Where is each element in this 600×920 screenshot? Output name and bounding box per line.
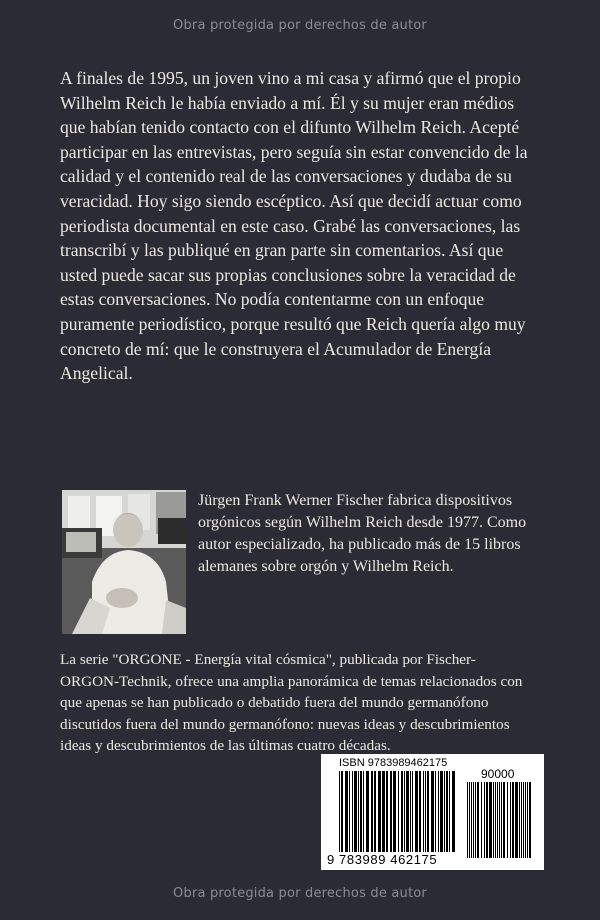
price-addon-number: 90000 — [481, 767, 515, 781]
series-description: La serie "ORGONE - Energía vital cósmica", publicada por Fischer-ORGON-Technik, ofrece una amplia panorámica de temas relacionados con que apenas se han publicado o debatido fuera del mundo germanófono discutidos fuera del mundo germanófono: nuevas ideas y descubrimientos ideas y descubrimientos de las últimas cuatro décadas. — [60, 651, 523, 754]
back-cover-blurb: A finales de 1995, un joven vino a mi casa y afirmó que el propio Wilhelm Reich le había enviado a mí. Él y su mujer eran médios que habían tenido contacto con el difunto Wilhelm Reich. Acepté participar en las entrevistas, pero seguía sin estar convencido de la calidad y el contenido real de las conversaciones y dudaba de su veracidad. Hoy sigo siendo escéptico. Así que decidí actuar como periodista documental en este caso. Grabé las conversaciones, las transcribí y las publiqué en gran parte sin comentarios. Así que usted puede sacar sus propias conclusiones sobre la veracidad de estas conversaciones. No podía contentarme con un enfoque puramente periodístico, porque resultó que Reich quería algo muy concreto de mí: que le construyera el Acumulador de Energía Angelical. — [60, 68, 528, 384]
isbn-label: ISBN 9783989462175 — [339, 757, 448, 769]
isbn-barcode — [321, 754, 544, 870]
author-photo — [62, 490, 186, 634]
author-bio: Jürgen Frank Werner Fischer fabrica dispositivos orgónicos según Wilhelm Reich desde 1977. Como autor especializado, ha publicado más de 15 libros alemanes sobre orgón y Wilhelm Reich. — [198, 492, 527, 575]
copyright-watermark-top: Obra protegida por derechos de autor — [173, 18, 427, 33]
barcode-digits: 9 783989 462175 — [327, 852, 438, 867]
copyright-watermark-bottom: Obra protegida por derechos de autor — [173, 886, 427, 901]
